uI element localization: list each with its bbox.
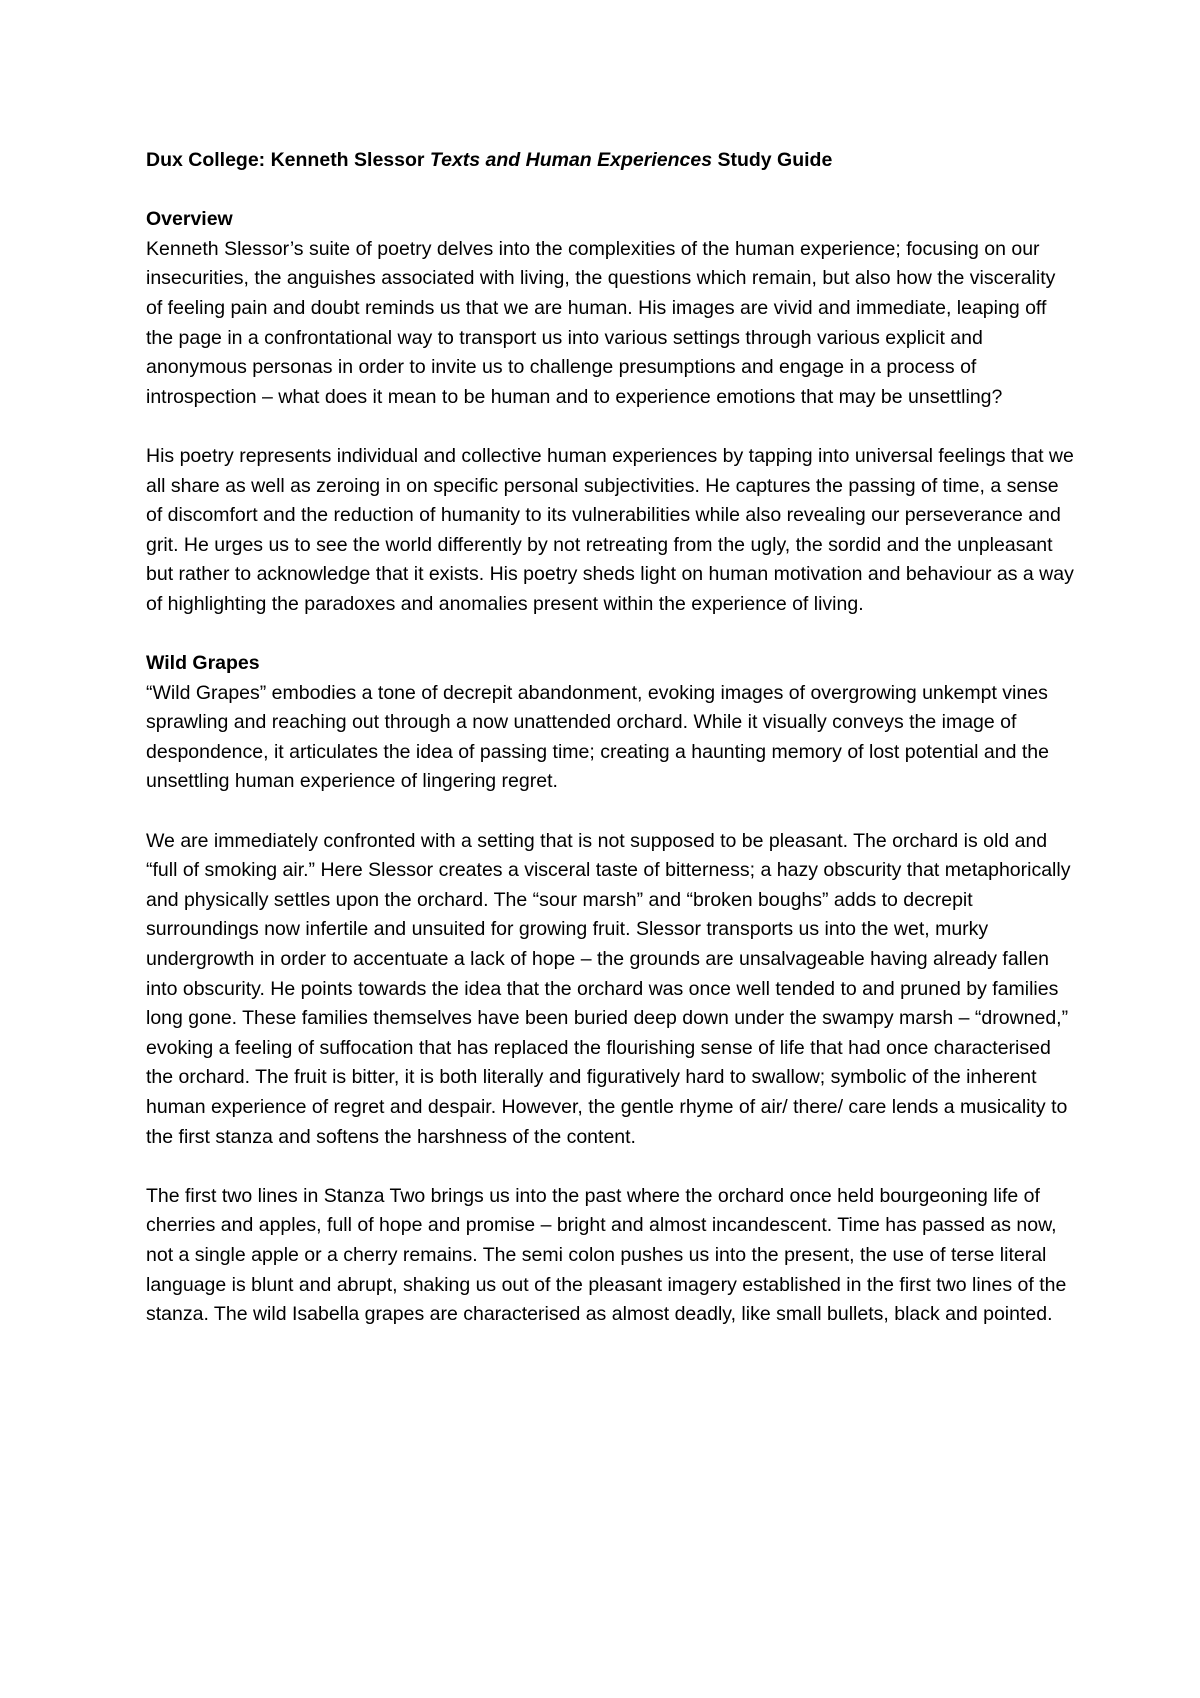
overview-heading: Overview bbox=[146, 208, 233, 231]
title-italic-text: Texts and Human Experiences bbox=[429, 149, 713, 171]
overview-paragraph-1: Kenneth Slessor’s suite of poetry delves into the complexities of the human experience; focusing on our insecurities, the anguishes associated with living, the questions which remain, but also how the viscerality of feeling pain and doubt reminds us that we are human. His images are vivid and immediate, leaping off the page in a confrontational way to transport us into various settings through various explicit and anonymous personas in order to invite us to challenge presumptions and engage in a process of introspection – what does it mean to be human and to experience emotions that may be unsettling? bbox=[146, 237, 1056, 408]
wild-grapes-heading: Wild Grapes bbox=[146, 652, 260, 675]
wild-grapes-paragraph-2: We are immediately confronted with a setting that is not supposed to be pleasant. The orchard is old and “full of smoking air.” Here Slessor creates a visceral taste of bitterness; a hazy obscurity that metaphorically and physically settles upon the orchard. The “sour marsh” and “broken boughs” adds to decrepit surroundings now infertile and unsuited for growing fruit. Slessor transports us into the wet, murky undergrowth in order to accentuate a lack of hope – the grounds are unsalvageable having already fallen into obscurity. He points towards the idea that the orchard was once well tended to and pruned by families long gone. These families themselves have been buried deep down under the swampy marsh – “drowned,” evoking a feeling of suffocation that has replaced the flourishing sense of life that had once characterised the orchard. The fruit is bitter, it is both literally and figuratively hard to swallow; symbolic of the inherent human experience of regret and despair. However, the gentle rhyme of air/ there/ care lends a musicality to the first stanza and softens the harshness of the content. bbox=[146, 829, 1071, 1148]
title-prefix: Dux College: Kenneth Slessor bbox=[146, 149, 430, 171]
wild-grapes-section bbox=[146, 649, 1076, 1330]
wild-grapes-paragraph-3: The first two lines in Stanza Two brings us into the past where the orchard once held bourgeoning life of cherries and apples, full of hope and promise – bright and almost incandescent. Time has passed as now, not a single apple or a cherry remains. The semi colon pushes us into the present, the use of terse literal language is blunt and abrupt, shaking us out of the pleasant imagery established in the first two lines of the stanza. The wild Isabella grapes are characterised as almost deadly, like small bullets, black and pointed. bbox=[146, 1184, 1067, 1326]
wild-grapes-paragraph-1: “Wild Grapes” embodies a tone of decrepit abandonment, evoking images of overgrowing unkempt vines sprawling and reaching out through a now unattended orchard. While it visually conveys the image of despondence, it articulates the idea of passing time; creating a haunting memory of lost potential and the unsettling human experience of lingering regret. bbox=[146, 681, 1049, 793]
overview-section bbox=[146, 205, 1076, 619]
title-suffix: Study Guide bbox=[712, 149, 833, 171]
document-page bbox=[146, 146, 1076, 1330]
overview-paragraph-2: His poetry represents individual and collective human experiences by tapping into universal feelings that we all share as well as zeroing in on specific personal subjectivities. He captures the passing of time, a sense of discomfort and the reduction of humanity to its vulnerabilities while also revealing our perseverance and grit. He urges us to see the world differently by not retreating from the ugly, the sordid and the unpleasant but rather to acknowledge that it exists. His poetry sheds light on human motivation and behaviour as a way of highlighting the paradoxes and anomalies present within the experience of living. bbox=[146, 444, 1074, 615]
document-title bbox=[146, 146, 1076, 176]
